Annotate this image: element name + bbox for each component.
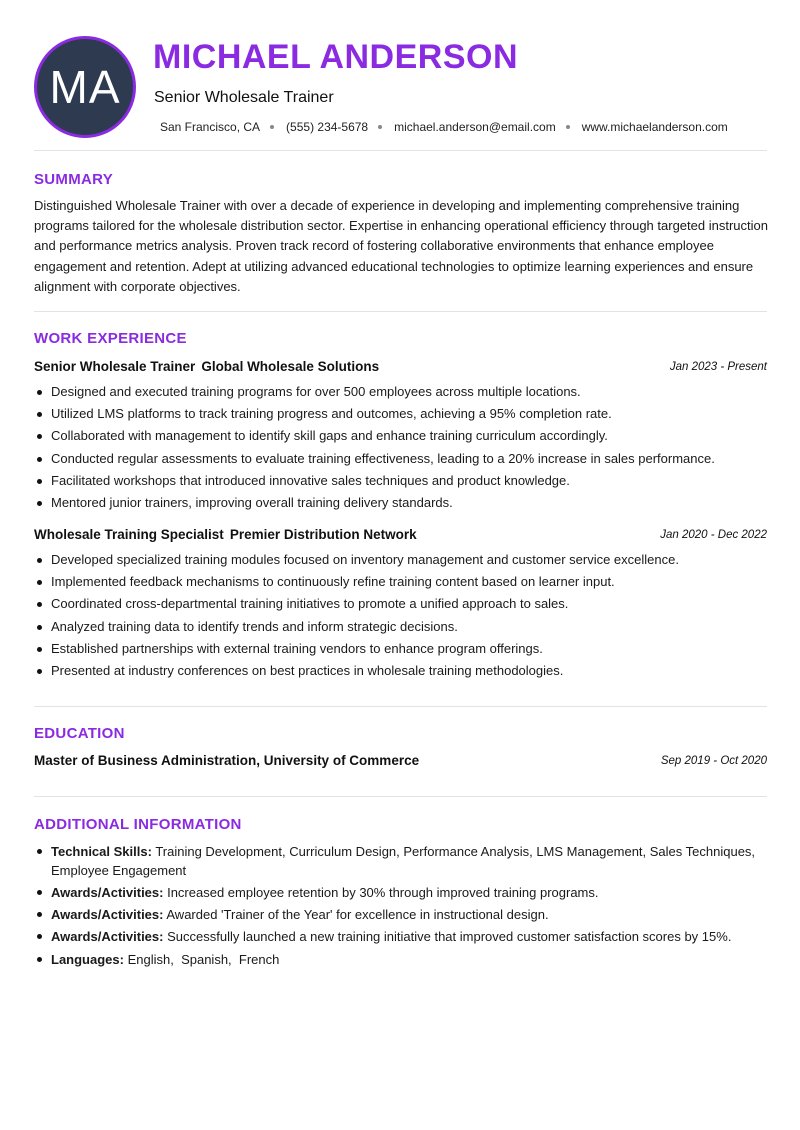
list-item: Established partnerships with external training vendors to enhance program offerings. bbox=[34, 638, 774, 660]
list-item bbox=[34, 842, 774, 880]
section-title-summary: SUMMARY bbox=[34, 171, 114, 188]
education-dates: Sep 2019 - Oct 2020 bbox=[660, 755, 767, 767]
divider bbox=[34, 150, 767, 151]
item-text: Awarded 'Trainer of the Year' for excellence in instructional design. bbox=[166, 907, 549, 922]
job-dates: Jan 2023 - Present bbox=[669, 361, 767, 373]
job-header bbox=[34, 527, 767, 545]
list-item: Implemented feedback mechanisms to continuously refine training content based on learner input. bbox=[34, 571, 774, 593]
divider bbox=[34, 706, 767, 707]
list-item bbox=[34, 905, 774, 924]
job-dates: Jan 2020 - Dec 2022 bbox=[660, 529, 767, 541]
list-item: Coordinated cross-departmental training initiatives to promote a unified approach to sales. bbox=[34, 593, 774, 615]
list-item: Conducted regular assessments to evaluate training effectiveness, leading to a 20% increase in sales performance. bbox=[34, 448, 774, 470]
section-title-education: EDUCATION bbox=[34, 725, 125, 742]
avatar bbox=[34, 36, 136, 138]
item-text: Training Development, Curriculum Design, Performance Analysis, LMS Management, Sales Techniques, Employee Engagement bbox=[51, 844, 756, 878]
list-item bbox=[34, 927, 774, 946]
job-bullets bbox=[34, 381, 774, 514]
divider bbox=[34, 796, 767, 797]
additional-list bbox=[34, 842, 774, 972]
separator-dot-icon bbox=[270, 125, 274, 129]
list-item: Utilized LMS platforms to track training progress and outcomes, achieving a 95% completion rate. bbox=[34, 403, 774, 425]
education-degree: Master of Business Administration, University of Commerce bbox=[34, 753, 420, 768]
list-item: Presented at industry conferences on best practices in wholesale training methodologies. bbox=[34, 660, 774, 682]
job-role: Wholesale Training Specialist bbox=[34, 527, 224, 542]
list-item: Developed specialized training modules focused on inventory management and customer service excellence. bbox=[34, 549, 774, 571]
resume-header bbox=[0, 0, 800, 150]
summary-text: Distinguished Wholesale Trainer with over a decade of experience in developing and implementing comprehensive training programs tailored for the wholesale distribution sector. Expertise in enhancing operational efficiency through targeted instruction and performance metrics analysis. Proven track record of fostering collaborative environments that enhance employee engagement and retention. Adept at utilizing advanced educational technologies to optimize learning experiences and ensure alignment with corporate objectives. bbox=[34, 198, 768, 294]
list-item bbox=[34, 883, 774, 902]
list-item: Facilitated workshops that introduced innovative sales techniques and product knowledge. bbox=[34, 470, 774, 492]
avatar-initials: MA bbox=[49, 61, 121, 113]
item-text: Successfully launched a new training initiative that improved customer satisfaction scores by 15%. bbox=[167, 929, 732, 944]
separator-dot-icon bbox=[566, 125, 570, 129]
list-item: Designed and executed training programs for over 500 employees across multiple locations. bbox=[34, 381, 774, 403]
job-header bbox=[34, 359, 767, 377]
item-label: Awards/Activities: bbox=[51, 885, 164, 900]
job-role: Senior Wholesale Trainer bbox=[34, 359, 196, 374]
contact-website[interactable]: www.michaelanderson.com bbox=[581, 120, 728, 134]
list-item: Collaborated with management to identify skill gaps and enhance training curriculum accordingly. bbox=[34, 425, 774, 447]
list-item: Mentored junior trainers, improving overall training delivery standards. bbox=[34, 492, 774, 514]
list-item: Analyzed training data to identify trends and inform strategic decisions. bbox=[34, 616, 774, 638]
item-label: Awards/Activities: bbox=[51, 907, 164, 922]
item-text: Increased employee retention by 30% through improved training programs. bbox=[167, 885, 599, 900]
list-item bbox=[34, 950, 774, 969]
contact-location: San Francisco, CA bbox=[160, 120, 261, 134]
separator-dot-icon bbox=[378, 125, 382, 129]
contact-phone: (555) 234-5678 bbox=[286, 120, 369, 134]
job-bullets bbox=[34, 549, 774, 682]
divider bbox=[34, 311, 767, 312]
candidate-title: Senior Wholesale Trainer bbox=[154, 89, 334, 106]
item-label: Awards/Activities: bbox=[51, 929, 164, 944]
section-title-experience: WORK EXPERIENCE bbox=[34, 330, 187, 347]
contact-email[interactable]: michael.anderson@email.com bbox=[394, 120, 556, 134]
job-company: Premier Distribution Network bbox=[229, 527, 417, 542]
section-title-additional: ADDITIONAL INFORMATION bbox=[34, 816, 242, 833]
item-label: Languages: bbox=[51, 952, 124, 967]
candidate-name: MICHAEL ANDERSON bbox=[153, 38, 519, 76]
contact-row bbox=[160, 120, 728, 134]
item-label: Technical Skills: bbox=[51, 844, 152, 859]
job-company: Global Wholesale Solutions bbox=[201, 359, 380, 374]
item-text: English, Spanish, French bbox=[127, 952, 280, 967]
education-entry bbox=[34, 753, 767, 771]
